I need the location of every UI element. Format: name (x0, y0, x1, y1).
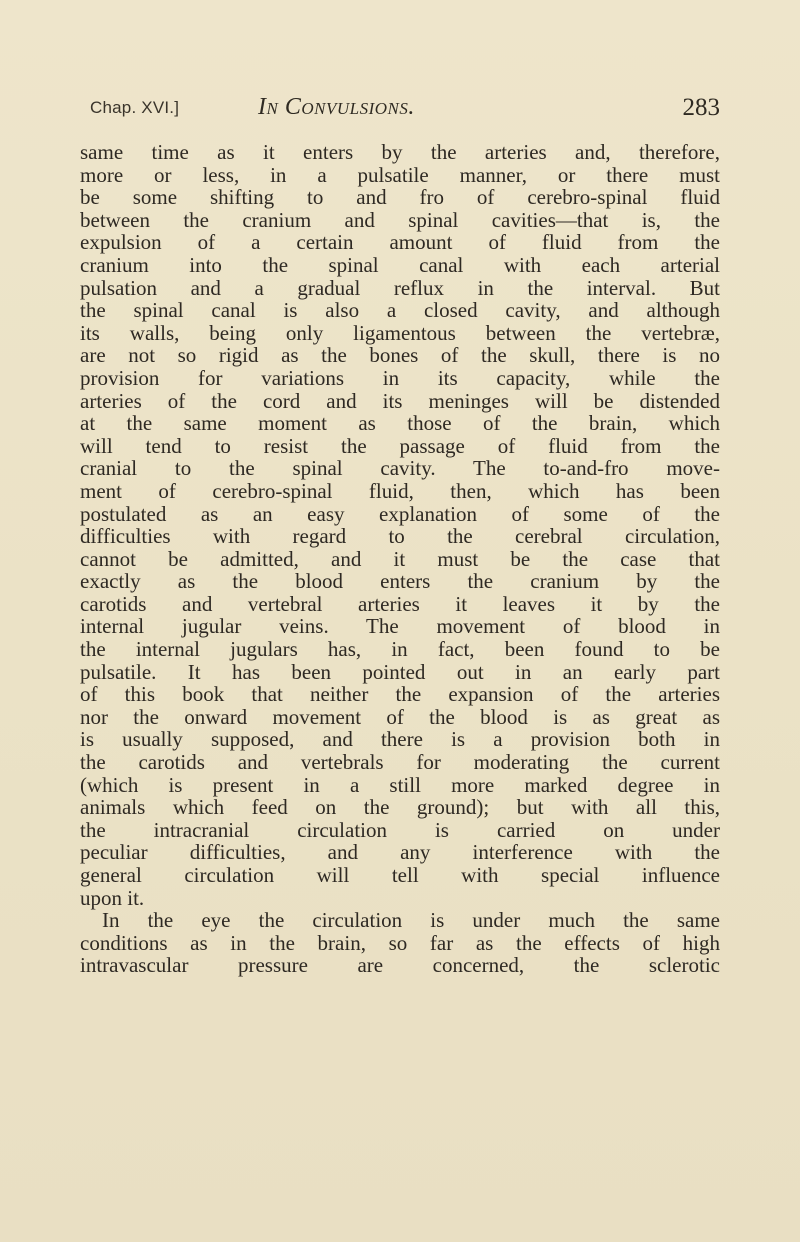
text-line: postulated as an easy explanation of some of the (80, 501, 720, 526)
text-line: pulsatile. It has been pointed out in an early part (80, 659, 720, 684)
text-line: the carotids and vertebrals for moderating the current (80, 750, 720, 775)
text-line: cranial to the spinal cavity. The to-and-fro move- (80, 456, 720, 481)
text-line: be some shifting to and fro of cerebro-spinal fluid (80, 185, 720, 210)
text-line: difficulties with regard to the cerebral circulation, (80, 524, 720, 549)
text-line: peculiar difficulties, and any interference with the (80, 840, 720, 865)
running-title: In Convulsions. (258, 94, 415, 120)
text-line: conditions as in the brain, so far as the effects of high (80, 930, 720, 955)
text-line: its walls, being only ligamentous between the vertebræ, (80, 320, 720, 345)
text-line: animals which feed on the ground); but with all this, (80, 795, 720, 820)
text-line: provision for variations in its capacity, while the (80, 365, 720, 390)
text-line: general circulation will tell with special influence (80, 863, 720, 887)
text-line: are not so rigid as the bones of the skull, there is no (80, 343, 720, 368)
text-line: cranium into the spinal canal with each arterial (80, 252, 720, 277)
text-line: ment of cerebro-spinal fluid, then, which has been (80, 478, 720, 503)
text-line: of this book that neither the expansion of the arteries (80, 682, 720, 707)
page-number: 283 (682, 94, 720, 121)
text-line: internal jugular veins. The movement of blood in (80, 614, 720, 639)
body-text (80, 141, 720, 977)
chapter-label: Chap. XVI.] (90, 98, 180, 117)
text-line: nor the onward movement of the blood is as great as (80, 704, 720, 729)
text-line: the internal jugulars has, in fact, been found to be (80, 637, 720, 662)
paragraph-start-line: In the eye the circulation is under much the same (102, 908, 720, 933)
text-line: the spinal canal is also a closed cavity, and although (80, 298, 720, 323)
text-line: exactly as the blood enters the cranium by the (80, 569, 720, 594)
text-line: carotids and vertebral arteries it leaves it by the (80, 591, 720, 616)
text-line: arteries of the cord and its meninges will be distended (80, 388, 720, 413)
text-line: (which is present in a still more marked degree in (80, 772, 720, 797)
text-line: will tend to resist the passage of fluid from the (80, 433, 720, 458)
text-line: at the same moment as those of the brain, which (80, 411, 720, 436)
text-line: expulsion of a certain amount of fluid from the (80, 230, 720, 255)
text-line: pulsation and a gradual reflux in the interval. But (80, 275, 720, 300)
text-line: same time as it enters by the arteries and, therefore, (80, 140, 720, 164)
text-line: the intracranial circulation is carried on under (80, 817, 720, 842)
text-line: intravascular pressure are concerned, the sclerotic (80, 953, 720, 978)
text-line: between the cranium and spinal cavities—that is, the (80, 207, 720, 232)
paragraph-end-line: upon it. (80, 885, 145, 910)
text-line: is usually supposed, and there is a provision both in (80, 727, 720, 752)
running-header (90, 96, 720, 126)
text-line: cannot be admitted, and it must be the case that (80, 546, 720, 571)
text-line: more or less, in a pulsatile manner, or there must (80, 162, 720, 187)
